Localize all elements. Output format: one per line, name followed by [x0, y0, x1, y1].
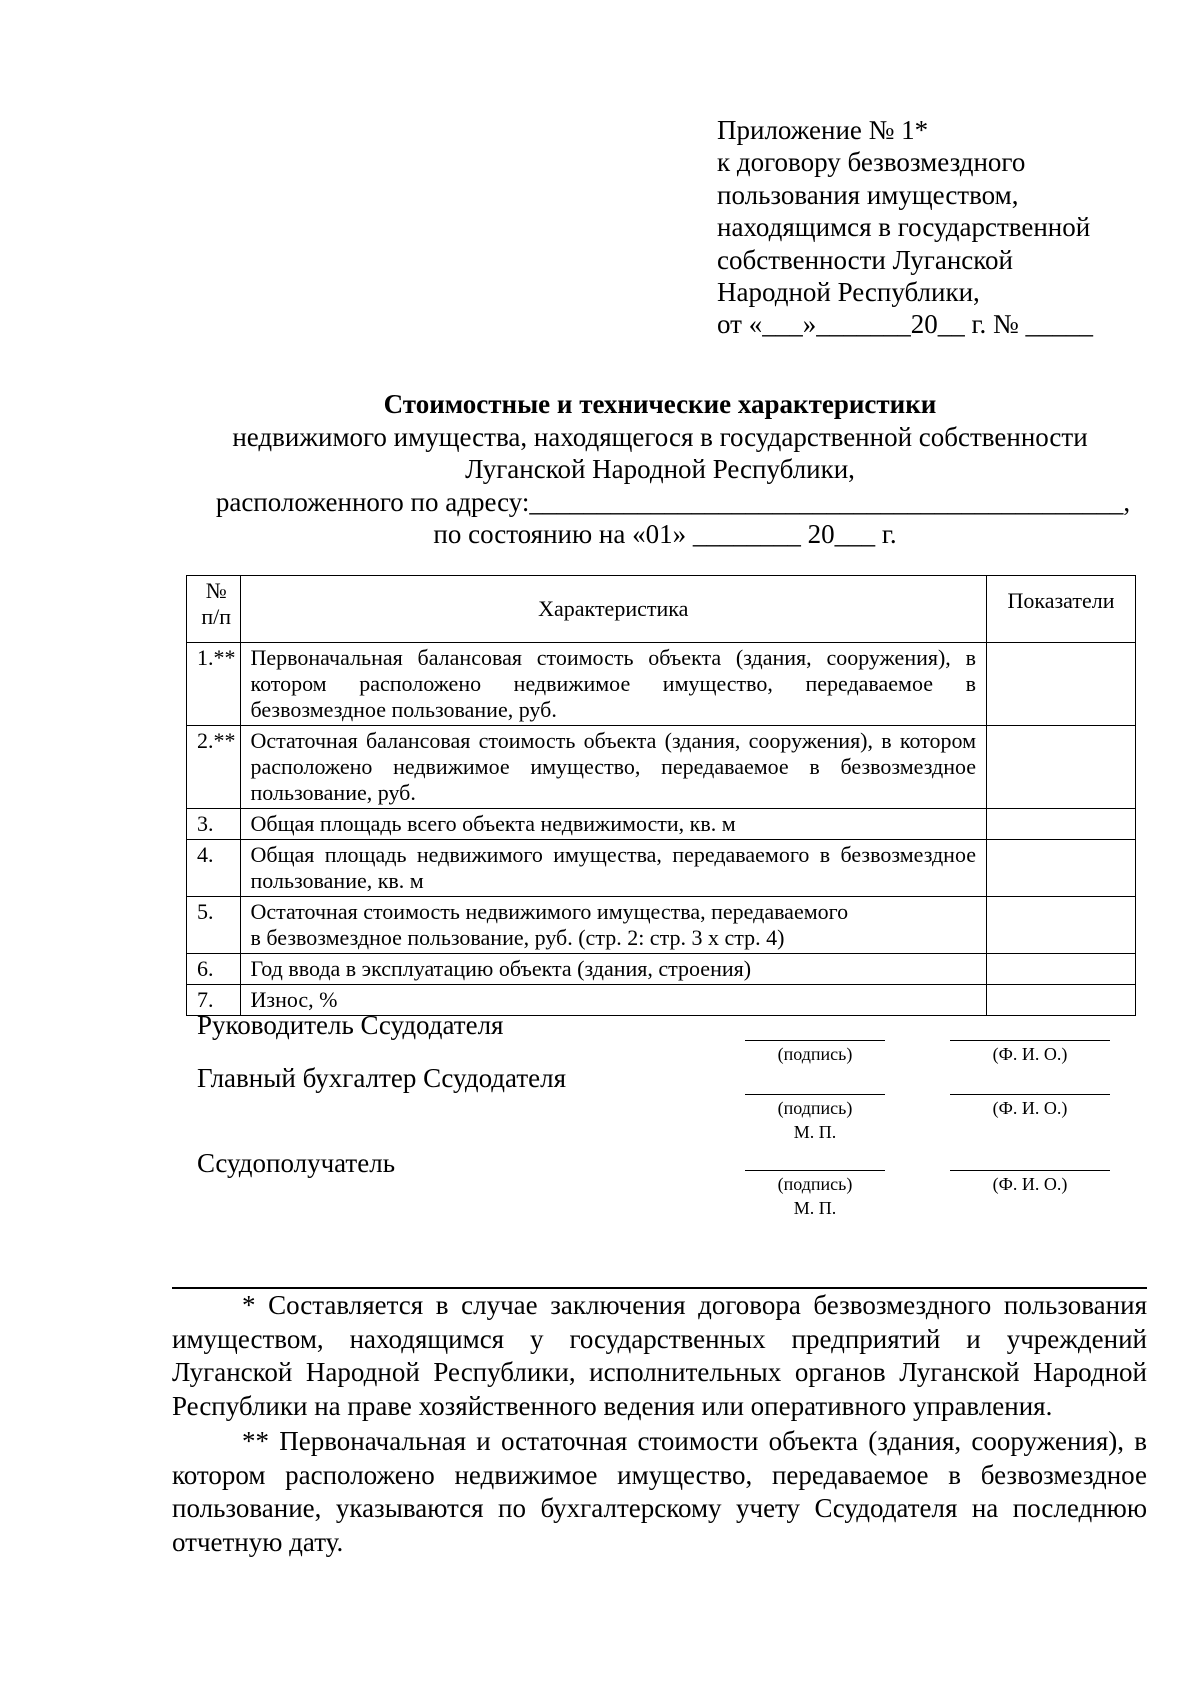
row-text: Остаточная балансовая стоимость объекта (здания, сооружения), в котором расположено недвижимое имущество, передаваемое в безвозмездное пользование, руб.	[240, 726, 987, 809]
row-value	[987, 809, 1136, 840]
signature-accountant-label: Главный бухгалтер Ссудодателя	[197, 1063, 567, 1093]
row-value	[987, 840, 1136, 897]
row-text: Износ, %	[240, 985, 987, 1016]
sign-caption: (подпись)	[777, 1044, 853, 1064]
row-num: 3.	[187, 809, 241, 840]
row-text	[240, 897, 987, 954]
appendix-header	[717, 114, 1137, 341]
header-num: № п/п	[187, 576, 241, 643]
footnote-2: ** Первоначальная и остаточная стоимости объекта (здания, сооружения), в котором расположено недвижимое имущество, передаваемое в безвозмездное пользование, указываются по бухгалтерскому учету Ссудодателя на последнюю отчетную дату.	[172, 1426, 1147, 1557]
row-text: Год ввода в эксплуатацию объекта (здания, строения)	[240, 954, 987, 985]
table-row	[187, 726, 1136, 809]
document-title: Стоимостные и технические характеристики	[383, 389, 937, 419]
row-value	[987, 954, 1136, 985]
appendix-date-line: от «___»_______20__ г. № _____	[717, 309, 1093, 340]
header-value: Показатели	[987, 576, 1136, 643]
sign-caption: (подпись)	[777, 1174, 853, 1194]
date-line: по состоянию на «01» ________ 20___ г.	[433, 519, 897, 549]
appendix-line: к договору безвозмездного	[717, 147, 1026, 178]
row-value	[987, 897, 1136, 954]
title-line: Луганской Народной Республики,	[465, 454, 855, 484]
row-num: 2.**	[187, 726, 241, 809]
appendix-line: Народной Республики,	[717, 277, 980, 308]
row-text: Общая площадь всего объекта недвижимости, кв. м	[240, 809, 987, 840]
name-line	[950, 1094, 1110, 1095]
header-characteristic: Характеристика	[240, 576, 987, 643]
row-text: Общая площадь недвижимого имущества, передаваемого в безвозмездное пользование, кв. м	[240, 840, 987, 897]
signature-line	[745, 1094, 885, 1095]
name-line	[950, 1170, 1110, 1171]
row-num: 7.	[187, 985, 241, 1016]
table-row	[187, 809, 1136, 840]
table-row	[187, 954, 1136, 985]
signature-line	[745, 1040, 885, 1041]
row-text: Первоначальная балансовая стоимость объекта (здания, сооружения), в котором расположено недвижимое имущество, передаваемое в безвозмездное пользование, руб.	[240, 643, 987, 726]
appendix-line: находящимся в государственной	[717, 212, 1091, 243]
appendix-line: пользования имуществом,	[717, 179, 1019, 210]
table-header-row	[187, 576, 1136, 643]
signature-recipient-label: Ссудополучатель	[197, 1148, 396, 1178]
row-num: 6.	[187, 954, 241, 985]
signature-line	[745, 1170, 885, 1171]
address-line: расположенного по адресу:____________________________________________,	[215, 486, 1131, 517]
row-num: 4.	[187, 840, 241, 897]
row-num: 1.**	[187, 643, 241, 726]
characteristics-table	[186, 575, 1136, 1016]
appendix-line: собственности Луганской	[717, 244, 1013, 275]
table-row	[187, 897, 1136, 954]
footnotes	[172, 1289, 1147, 1561]
row-value	[987, 985, 1136, 1016]
stamp-caption: М. П.	[793, 1198, 837, 1218]
name-caption: (Ф. И. О.)	[992, 1174, 1068, 1194]
table-row	[187, 643, 1136, 726]
table-row	[187, 840, 1136, 897]
row-text-line: в безвозмездное пользование, руб. (стр. 2: стр. 3 х стр. 4)	[250, 925, 785, 950]
name-caption: (Ф. И. О.)	[992, 1044, 1068, 1064]
sign-caption: (подпись)	[777, 1098, 853, 1118]
row-value	[987, 726, 1136, 809]
row-num: 5.	[187, 897, 241, 954]
name-line	[950, 1040, 1110, 1041]
title-line: недвижимого имущества, находящегося в государственной собственности	[232, 421, 1088, 452]
signature-head-label: Руководитель Ссудодателя	[197, 1010, 504, 1040]
footnote-1: * Составляется в случае заключения договора безвозмездного пользования имуществом, находящимся у государственных предприятий и учреждений Луганской Народной Республики, исполнительных органов Луганской Народной Республики на праве хозяйственного ведения или оперативного управления.	[172, 1290, 1147, 1421]
document-title-block	[160, 388, 1160, 551]
stamp-caption: М. П.	[793, 1122, 837, 1142]
row-value	[987, 643, 1136, 726]
appendix-line: Приложение № 1*	[717, 115, 929, 145]
name-caption: (Ф. И. О.)	[992, 1098, 1068, 1118]
row-text-line: Остаточная стоимость недвижимого имущества, передаваемого	[250, 899, 849, 924]
